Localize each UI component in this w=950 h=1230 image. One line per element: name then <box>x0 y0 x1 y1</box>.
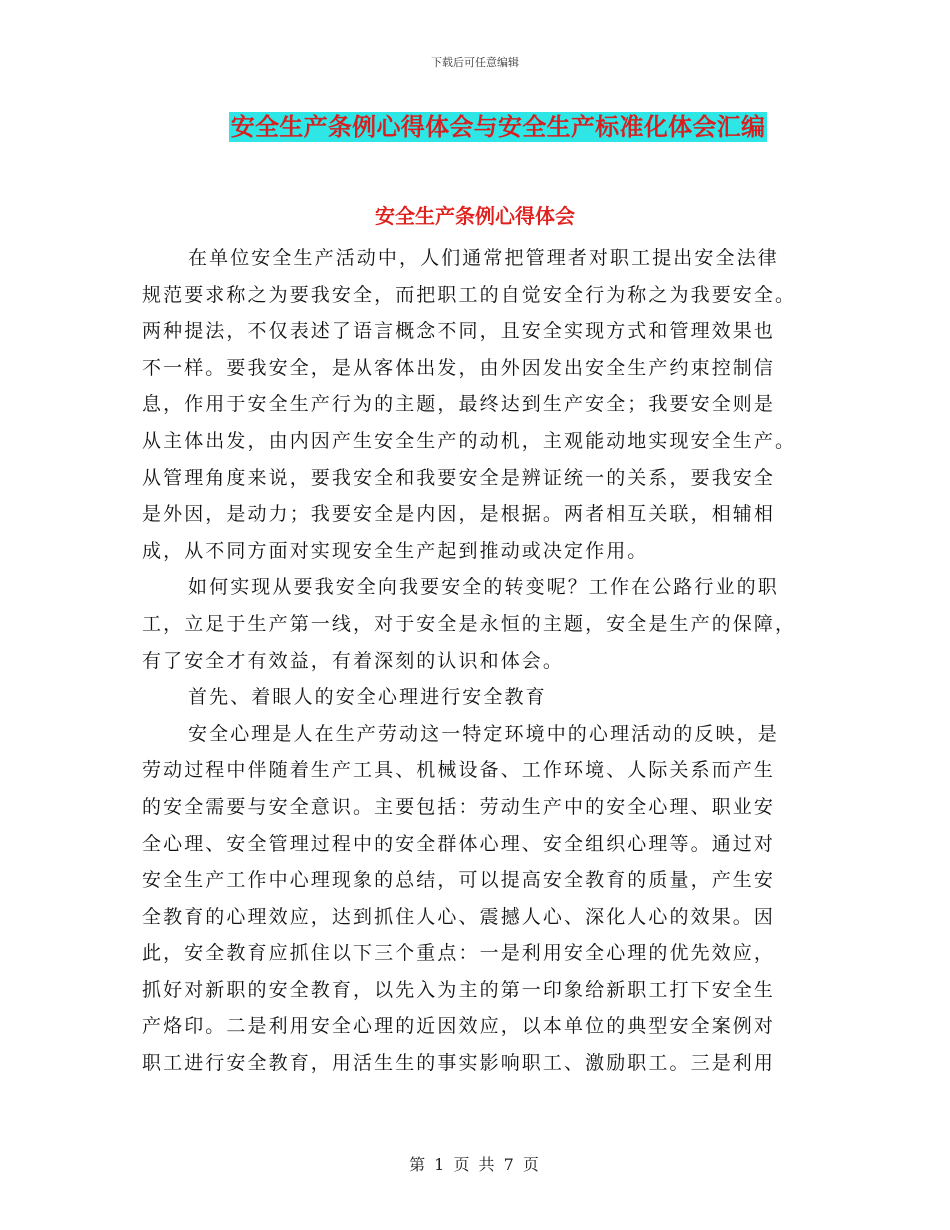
main-title-container <box>0 112 950 142</box>
subheading-paragraph <box>142 679 810 716</box>
document-body <box>142 240 810 1082</box>
paragraph-line: 在单位安全生产活动中，人们通常把管理者对职工提出安全法律 <box>188 247 779 269</box>
paragraph <box>142 716 810 1082</box>
paragraph-line: 从管理角度来说，要我安全和我要安全是辨证统一的关系，要我安全 <box>142 466 776 489</box>
paragraph-line: 全教育的心理效应，达到抓住人心、震撼人心、深化人心的效果。因 <box>142 905 776 928</box>
paragraph-line: 劳动过程中伴随着生产工具、机械设备、工作环境、人际关系而产生 <box>142 759 776 782</box>
paragraph-line: 两种提法，不仅表述了语言概念不同，且安全实现方式和管理效果也 <box>142 320 776 343</box>
paragraph-line: 安全心理是人在生产劳动这一特定环境中的心理活动的反映，是 <box>188 722 779 745</box>
paragraph-line: 工，立足于生产第一线，对于安全是永恒的主题，安全是生产的保障， <box>142 612 797 635</box>
paragraph-line: 安全生产工作中心理现象的总结，可以提高安全教育的质量，产生安 <box>142 869 776 892</box>
paragraph-line: 全心理、安全管理过程中的安全群体心理、安全组织心理等。通过对 <box>142 832 776 855</box>
paragraph-line: 抓好对新职的安全教育，以先入为主的第一印象给新职工打下安全生 <box>142 978 776 1001</box>
paragraph-line: 是外因，是动力；我要安全是内因，是根据。两者相互关联，相辅相 <box>142 503 776 526</box>
page-header-note: 下载后可任意编辑 <box>431 56 519 69</box>
paragraph-line: 产烙印。二是利用安全心理的近因效应，以本单位的典型安全案例对 <box>142 1015 776 1038</box>
paragraph-line: 有了安全才有效益，有着深刻的认识和体会。 <box>142 649 565 672</box>
paragraph-line: 成，从不同方面对实现安全生产起到推动或决定作用。 <box>142 539 649 562</box>
paragraph-line: 职工进行安全教育，用活生生的事实影响职工、激励职工。三是利用 <box>142 1052 776 1075</box>
paragraph-line: 如何实现从要我安全向我要安全的转变呢？工作在公路行业的职 <box>188 576 779 599</box>
paragraph-line: 规范要求称之为要我安全，而把职工的自觉安全行为称之为我要安全。 <box>142 283 797 306</box>
paragraph-line: 的安全需要与安全意识。主要包括：劳动生产中的安全心理、职业安 <box>142 795 776 818</box>
paragraph-line: 息，作用于安全生产行为的主题，最终达到生产安全；我要安全则是 <box>142 393 776 416</box>
section-title: 安全生产条例心得体会 <box>375 204 575 228</box>
main-title: 安全生产条例心得体会与安全生产标准化体会汇编 <box>230 113 766 141</box>
paragraph-line: 不一样。要我安全，是从客体出发，由外因发出安全生产约束控制信 <box>142 356 776 379</box>
page-footer: 第 1 页 共 7 页 <box>409 1155 541 1174</box>
paragraph-line: 从主体出发，由内因产生安全生产的动机，主观能动地实现安全生产。 <box>142 429 797 452</box>
paragraph <box>142 569 810 679</box>
subheading-line: 首先、着眼人的安全心理进行安全教育 <box>188 686 547 709</box>
paragraph-line: 此，安全教育应抓住以下三个重点：一是利用安全心理的优先效应， <box>142 942 776 965</box>
paragraph <box>142 240 810 569</box>
